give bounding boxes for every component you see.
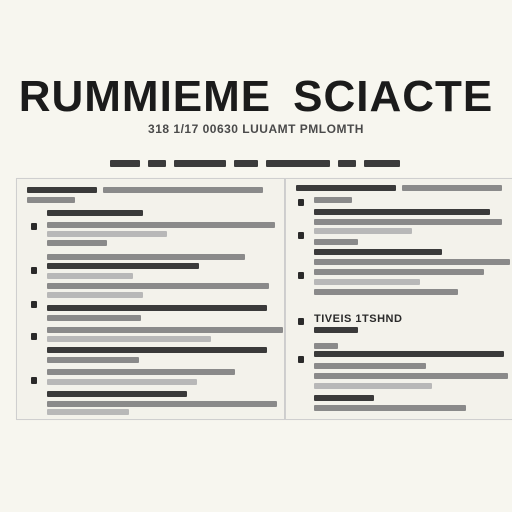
text-line bbox=[314, 327, 358, 333]
section-heading bbox=[296, 185, 396, 191]
text-block bbox=[266, 160, 330, 167]
text-line bbox=[314, 343, 338, 349]
text-line bbox=[27, 197, 75, 203]
text-line bbox=[47, 315, 141, 321]
text-line bbox=[47, 263, 199, 269]
bullet-icon bbox=[298, 356, 304, 363]
text-line bbox=[314, 373, 508, 379]
header-line bbox=[110, 157, 400, 169]
bullet-icon bbox=[298, 232, 304, 239]
text-line bbox=[47, 273, 133, 279]
bullet-icon bbox=[298, 199, 304, 206]
text-line bbox=[47, 240, 107, 246]
document-title bbox=[0, 72, 512, 122]
text-line bbox=[47, 369, 235, 375]
text-line bbox=[47, 357, 139, 363]
text-line bbox=[314, 197, 352, 203]
text-block bbox=[110, 160, 140, 167]
title-word-2: SCIACTE bbox=[293, 72, 494, 121]
bullet-icon bbox=[31, 267, 37, 274]
text-block bbox=[174, 160, 226, 167]
text-line bbox=[314, 395, 374, 401]
text-line bbox=[314, 219, 502, 225]
text-line bbox=[314, 259, 510, 265]
text-line bbox=[47, 283, 269, 289]
bullet-icon bbox=[31, 377, 37, 384]
text-line bbox=[314, 228, 412, 234]
text-line bbox=[314, 351, 504, 357]
bullet-icon bbox=[31, 301, 37, 308]
text-line bbox=[314, 289, 458, 295]
bullet-icon bbox=[31, 333, 37, 340]
text-line bbox=[47, 347, 267, 353]
text-block bbox=[364, 160, 400, 167]
text-line bbox=[47, 292, 143, 298]
text-line bbox=[47, 222, 275, 228]
section-heading bbox=[27, 187, 97, 193]
text-line bbox=[314, 209, 490, 215]
text-line bbox=[314, 269, 484, 275]
text-line bbox=[402, 185, 502, 191]
text-line bbox=[47, 391, 187, 397]
text-line bbox=[314, 279, 420, 285]
right-section-heading: TIVEIS 1TSHND bbox=[314, 313, 403, 325]
text-line bbox=[314, 239, 358, 245]
text-line bbox=[47, 231, 167, 237]
text-line bbox=[103, 187, 263, 193]
text-line bbox=[47, 327, 283, 333]
text-block bbox=[234, 160, 258, 167]
text-line bbox=[47, 401, 277, 407]
title-word-1: RUMMIEME bbox=[18, 72, 272, 121]
text-line bbox=[47, 409, 129, 415]
text-line bbox=[314, 363, 426, 369]
bullet-icon bbox=[31, 223, 37, 230]
left-column-panel bbox=[16, 178, 285, 420]
text-line bbox=[47, 379, 197, 385]
text-line bbox=[47, 305, 267, 311]
bullet-icon bbox=[298, 272, 304, 279]
text-line bbox=[47, 254, 245, 260]
text-line bbox=[314, 405, 466, 411]
text-line bbox=[314, 383, 432, 389]
text-line bbox=[314, 249, 442, 255]
text-line bbox=[47, 336, 211, 342]
text-block bbox=[148, 160, 166, 167]
bullet-icon bbox=[298, 318, 304, 325]
text-line bbox=[47, 210, 143, 216]
subtitle: 318 1/17 00630 LUUAMT PMLOMTH bbox=[148, 122, 364, 136]
right-column-panel bbox=[285, 178, 512, 420]
text-block bbox=[338, 160, 356, 167]
